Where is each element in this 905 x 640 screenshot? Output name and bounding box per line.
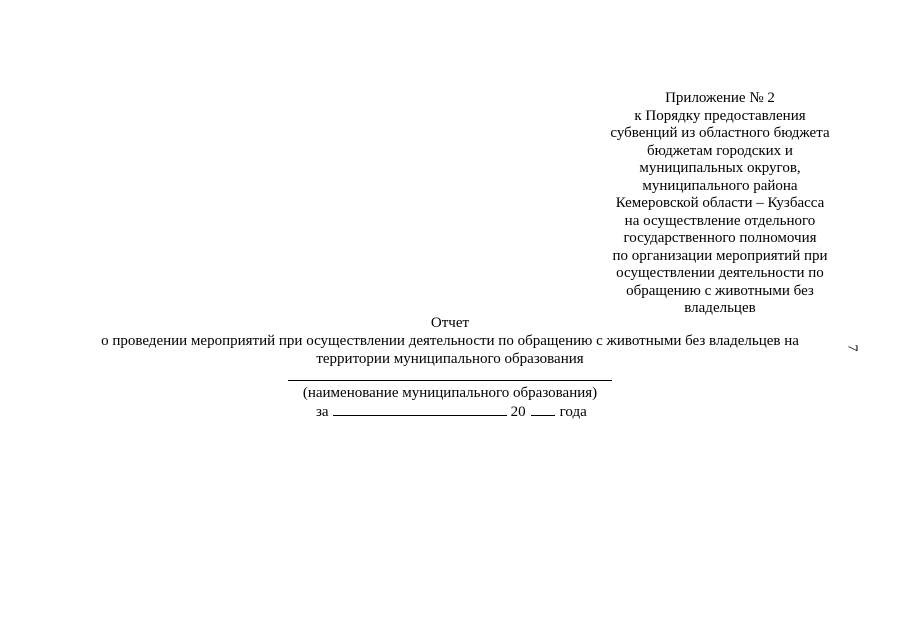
- period-year-field[interactable]: [531, 402, 555, 416]
- appendix-line: субвенций из областного бюджета: [610, 125, 830, 141]
- period-suffix: года: [559, 404, 587, 420]
- appendix-line: по организации мероприятий при: [612, 247, 828, 264]
- appendix-line: муниципальных округов,: [639, 160, 801, 176]
- period-prefix: за: [316, 404, 329, 420]
- appendix-line: муниципального района: [642, 177, 798, 194]
- appendix-line: владельцев: [684, 300, 756, 316]
- appendix-line: государственного полномочия: [623, 230, 817, 246]
- municipality-name-block: [288, 366, 612, 402]
- period-year-prefix: 20: [510, 404, 526, 420]
- page-number: 7: [844, 344, 860, 352]
- report-heading: [60, 314, 840, 368]
- appendix-line: бюджетам городских и: [647, 142, 793, 159]
- municipality-name-field[interactable]: [288, 366, 612, 381]
- period-blank-field[interactable]: [333, 402, 507, 416]
- report-subtitle-line2: территории муниципального образования: [316, 351, 584, 367]
- appendix-header: [596, 90, 844, 318]
- report-title: Отчет: [430, 315, 470, 331]
- report-subtitle-line1: о проведении мероприятий при осуществлении деятельности по обращению с животными без владельцев на: [101, 333, 799, 349]
- appendix-line: осуществлении деятельности по: [616, 265, 824, 281]
- appendix-line: на осуществление отдельного: [624, 212, 816, 229]
- appendix-line: Кемеровской области – Кузбасса: [615, 195, 825, 211]
- report-period: [316, 402, 587, 421]
- municipality-name-caption: (наименование муниципального образования): [302, 385, 598, 401]
- appendix-line: обращению с животными без: [626, 282, 814, 299]
- appendix-line: к Порядку предоставления: [634, 107, 806, 124]
- appendix-line: Приложение № 2: [665, 90, 775, 106]
